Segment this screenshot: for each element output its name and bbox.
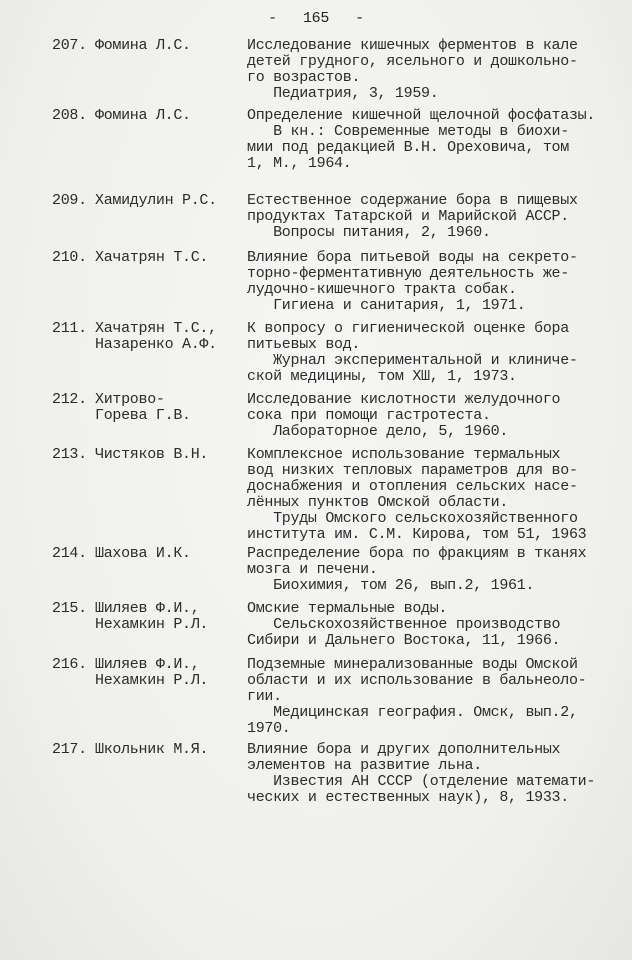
- entry-line: Влияние бора питьевой воды на секрето-: [247, 249, 578, 266]
- entry-line: Определение кишечной щелочной фосфатазы.: [247, 107, 596, 124]
- entry-authors: [95, 193, 217, 209]
- entry-line: детей грудного, ясельного и дошкольно-: [247, 53, 578, 70]
- entry-line: В кн.: Современные методы в биохи-: [247, 123, 569, 140]
- entry-line: Вопросы питания, 2, 1960.: [247, 224, 491, 241]
- entry-description: [247, 601, 560, 649]
- author-name: Хитрово-: [95, 391, 165, 408]
- entry-number: 215.: [52, 600, 87, 617]
- author-name: Хачатрян Т.С.: [95, 249, 209, 266]
- entry-line: института им. С.М. Кирова, том 51, 1963: [247, 526, 587, 543]
- entry-description: [247, 193, 578, 241]
- entry-line: Педиатрия, 3, 1959.: [247, 85, 439, 102]
- entry-line: Труды Омского сельскохозяйственного: [247, 510, 578, 527]
- entry-authors: [95, 108, 191, 124]
- entry-description: [247, 546, 586, 594]
- entry-description: [247, 108, 595, 172]
- entry-line: Биохимия, том 26, вып.2, 1961.: [247, 577, 535, 594]
- entry-line: Омские термальные воды.: [247, 600, 448, 617]
- entry-authors: [95, 742, 208, 758]
- entry-line: области и их использование в бальнеоло-: [247, 672, 587, 689]
- author-name: Чистяков В.Н.: [95, 446, 209, 463]
- entry-line: Исследование кишечных ферментов в кале: [247, 37, 578, 54]
- author-name: Шахова И.К.: [95, 545, 191, 562]
- entry-authors: [95, 38, 191, 54]
- entry-line: мозга и печени.: [247, 561, 378, 578]
- entry-number: 212.: [52, 391, 87, 408]
- entry-number: 209.: [52, 192, 87, 209]
- entry-number: 216.: [52, 656, 87, 673]
- entry-description: [247, 392, 560, 440]
- entry-line: Сибири и Дальнего Востока, 11, 1966.: [247, 632, 561, 649]
- entry-authors: [95, 657, 208, 689]
- author-name: Фомина Л.С.: [95, 107, 191, 124]
- entry-line: лудочно-кишечного тракта собак.: [247, 281, 517, 298]
- entry-line: Естественное содержание бора в пищевых: [247, 192, 578, 209]
- author-name: Хамидулин Р.С.: [95, 192, 217, 209]
- entry-line: ческих и естественных наук), 8, 1933.: [247, 789, 569, 806]
- entry-authors: [95, 392, 191, 424]
- entry-line: Медицинская география. Омск, вып.2,: [247, 704, 578, 721]
- entry-authors: [95, 321, 217, 353]
- entry-line: Исследование кислотности желудочного: [247, 391, 561, 408]
- entry-description: [247, 38, 578, 102]
- entry-line: сока при помощи гастротеста.: [247, 407, 491, 424]
- entry-number: 207.: [52, 37, 87, 54]
- author-name: Нехамкин Р.Л.: [95, 672, 209, 689]
- entry-number: 210.: [52, 249, 87, 266]
- entry-number: 208.: [52, 107, 87, 124]
- page-number: - 165 -: [268, 10, 364, 27]
- author-name: Шиляев Ф.И.,: [95, 600, 200, 617]
- entry-line: К вопросу о гигиенической оценке бора: [247, 320, 569, 337]
- entry-number: 213.: [52, 446, 87, 463]
- entry-line: продуктах Татарской и Марийской АССР.: [247, 208, 569, 225]
- author-name: Назаренко А.Ф.: [95, 336, 217, 353]
- entry-description: [247, 742, 595, 806]
- entry-line: гии.: [247, 688, 282, 705]
- entry-description: [247, 657, 586, 737]
- entry-authors: [95, 601, 208, 633]
- entry-line: торно-ферментативную деятельность же-: [247, 265, 569, 282]
- entry-line: Подземные минерализованные воды Омской: [247, 656, 578, 673]
- entry-number: 217.: [52, 741, 87, 758]
- entry-line: лённых пунктов Омской области.: [247, 494, 509, 511]
- entry-line: Журнал экспериментальной и клиниче-: [247, 352, 578, 369]
- entry-line: питьевых вод.: [247, 336, 361, 353]
- entry-line: Распределение бора по фракциям в тканях: [247, 545, 587, 562]
- entry-line: Лабораторное дело, 5, 1960.: [247, 423, 509, 440]
- author-name: Шиляев Ф.И.,: [95, 656, 200, 673]
- entry-line: доснабжения и отопления сельских насе-: [247, 478, 578, 495]
- author-name: Хачатрян Т.С.,: [95, 320, 217, 337]
- entry-authors: [95, 447, 208, 463]
- entry-line: 1970.: [247, 720, 291, 737]
- author-name: Фомина Л.С.: [95, 37, 191, 54]
- entry-line: Гигиена и санитария, 1, 1971.: [247, 297, 526, 314]
- author-name: Школьник М.Я.: [95, 741, 209, 758]
- entry-line: го возрастов.: [247, 69, 361, 86]
- author-name: Горева Г.В.: [95, 407, 191, 424]
- entry-line: Влияние бора и других дополнительных: [247, 741, 561, 758]
- entry-line: Комплексное использование термальных: [247, 446, 561, 463]
- author-name: Нехамкин Р.Л.: [95, 616, 209, 633]
- entry-line: элементов на развитие льна.: [247, 757, 482, 774]
- entry-line: Сельскохозяйственное производство: [247, 616, 561, 633]
- entry-authors: [95, 546, 191, 562]
- entry-description: [247, 250, 578, 314]
- entry-line: вод низких тепловых параметров для во-: [247, 462, 578, 479]
- entry-number: 214.: [52, 545, 87, 562]
- entry-line: Известия АН СССР (отделение математи-: [247, 773, 596, 790]
- entry-description: [247, 321, 578, 385]
- entry-description: [247, 447, 586, 543]
- entry-number: 211.: [52, 320, 87, 337]
- entry-line: 1, М., 1964.: [247, 155, 352, 172]
- entry-line: ской медицины, том XШ, 1, 1973.: [247, 368, 517, 385]
- entry-authors: [95, 250, 208, 266]
- entry-line: мии под редакцией В.Н. Ореховича, том: [247, 139, 569, 156]
